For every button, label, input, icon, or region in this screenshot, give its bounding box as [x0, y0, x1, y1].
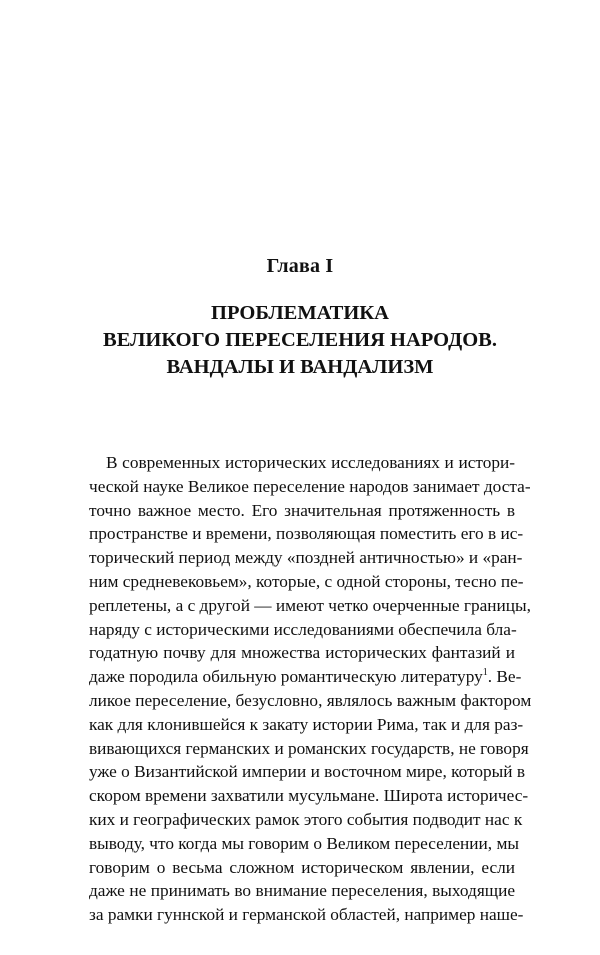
footnote-marker[interactable]: 1 — [482, 667, 488, 679]
text-line: ликое переселение, безусловно, являлось важным фактором — [89, 690, 532, 710]
chapter-title-line: ВЕЛИКОГО ПЕРЕСЕЛЕНИЯ НАРОДОВ. — [103, 329, 497, 351]
text-line: вивающихся германских и романских государств, не говоря — [89, 738, 529, 758]
text-line: точно важное место. Его значительная протяженность в — [89, 500, 515, 520]
text-line: реплетены, а с другой — имеют четко очерченные границы, — [89, 595, 531, 615]
chapter-label: Глава I — [266, 255, 334, 277]
text-line: ческой науке Великое переселение народов занимает доста- — [89, 476, 531, 496]
text-line: ним средневековьем», которые, с одной стороны, тесно пе- — [89, 571, 524, 591]
text-line: выводу, что когда мы говорим о Великом переселении, мы — [89, 833, 519, 853]
text-line: говорим о весьма сложном историческом явлении, если — [89, 857, 515, 877]
text-line: даже не принимать во внимание переселения, выходящие — [89, 881, 515, 901]
text-line: за рамки гуннской и германской областей, например наше- — [89, 905, 524, 925]
chapter-title-line: ПРОБЛЕМАТИКА — [211, 302, 389, 324]
text-line: скором времени захватили мусульмане. Широта историчес- — [89, 786, 529, 806]
chapter-title-line: ВАНДАЛЫ И ВАНДАЛИЗМ — [166, 356, 434, 378]
text-fragment: . Ве- — [487, 667, 522, 687]
text-fragment: даже породила обильную романтическую литературу — [89, 667, 483, 687]
text-line: ких и географических рамок этого события подводит нас к — [89, 809, 523, 829]
text-line: торический период между «поздней античностью» и «ран- — [89, 548, 523, 568]
chapter-title — [90, 300, 510, 381]
body-paragraph — [89, 451, 532, 927]
text-line: пространстве и времени, позволяющая поместить его в ис- — [89, 524, 524, 544]
text-line: уже о Византийской империи и восточном мире, который в — [89, 762, 525, 782]
text-line: наряду с историческими исследованиями обеспечила бла- — [89, 619, 517, 639]
text-line-with-footnote — [89, 665, 522, 689]
text-line: как для клонившейся к закату истории Рима, так и для раз- — [89, 714, 524, 734]
text-line: годатную почву для множества исторических фантазий и — [89, 643, 515, 663]
text-line: В современных исторических исследованиях и истори- — [106, 453, 515, 472]
